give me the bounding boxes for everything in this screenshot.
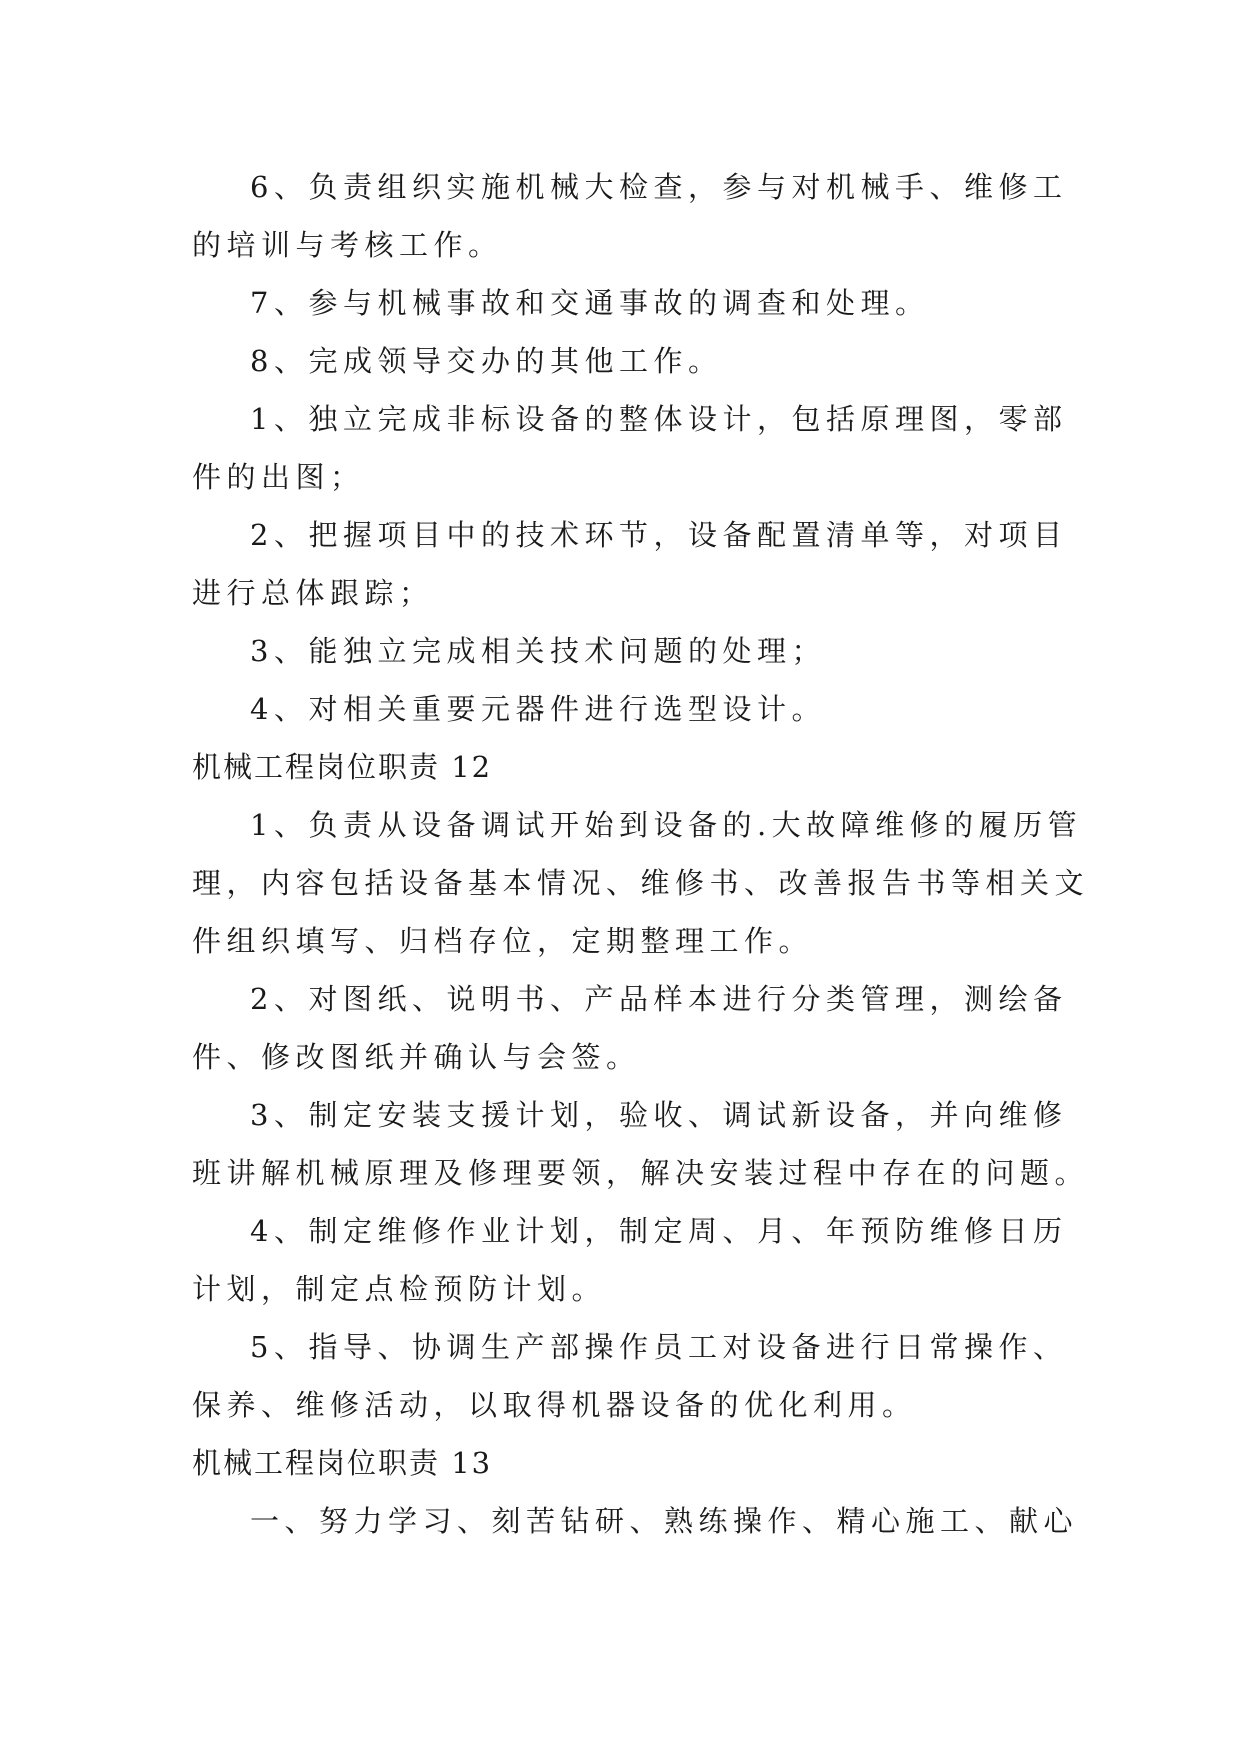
paragraph-line: 2、对图纸、说明书、产品样本进行分类管理，测绘备: [250, 982, 1068, 1016]
paragraph-line: 的培训与考核工作。: [192, 228, 503, 262]
paragraph-line: 7、参与机械事故和交通事故的调查和处理。: [250, 286, 930, 320]
paragraph-line: 件组织填写、归档存位，定期整理工作。: [192, 924, 814, 958]
section-heading: 机械工程岗位职责 13: [192, 1446, 493, 1480]
paragraph-line: 一、努力学习、刻苦钻研、熟练操作、精心施工、献心: [250, 1504, 1079, 1538]
section-heading: 机械工程岗位职责 12: [192, 750, 493, 784]
paragraph-line: 计划，制定点检预防计划。: [192, 1272, 607, 1306]
paragraph-line: 进行总体跟踪；: [192, 576, 434, 610]
paragraph-line: 4、对相关重要元器件进行选型设计。: [250, 692, 826, 726]
paragraph-line: 4、制定维修作业计划，制定周、月、年预防维修日历: [250, 1214, 1068, 1248]
paragraph-line: 1、负责从设备调试开始到设备的.大故障维修的履历管: [250, 808, 1083, 842]
paragraph-line: 1、独立完成非标设备的整体设计，包括原理图，零部: [250, 402, 1068, 436]
paragraph-line: 5、指导、协调生产部操作员工对设备进行日常操作、: [250, 1330, 1068, 1364]
document-body: [192, 158, 1090, 1550]
paragraph-line: 3、制定安装支援计划，验收、调试新设备，并向维修: [250, 1098, 1068, 1132]
paragraph-line: 件、修改图纸并确认与会签。: [192, 1040, 641, 1074]
paragraph-line: 理，内容包括设备基本情况、维修书、改善报告书等相关文: [192, 866, 1090, 900]
paragraph-line: 件的出图；: [192, 460, 365, 494]
paragraph-line: 6、负责组织实施机械大检查，参与对机械手、维修工: [250, 170, 1068, 204]
paragraph-line: 班讲解机械原理及修理要领，解决安装过程中存在的问题。: [192, 1156, 1090, 1190]
paragraph-line: 保养、维修活动，以取得机器设备的优化利用。: [192, 1388, 917, 1422]
paragraph-line: 2、把握项目中的技术环节，设备配置清单等，对项目: [250, 518, 1068, 552]
paragraph-line: 3、能独立完成相关技术问题的处理；: [250, 634, 826, 668]
paragraph-line: 8、完成领导交办的其他工作。: [250, 344, 723, 378]
